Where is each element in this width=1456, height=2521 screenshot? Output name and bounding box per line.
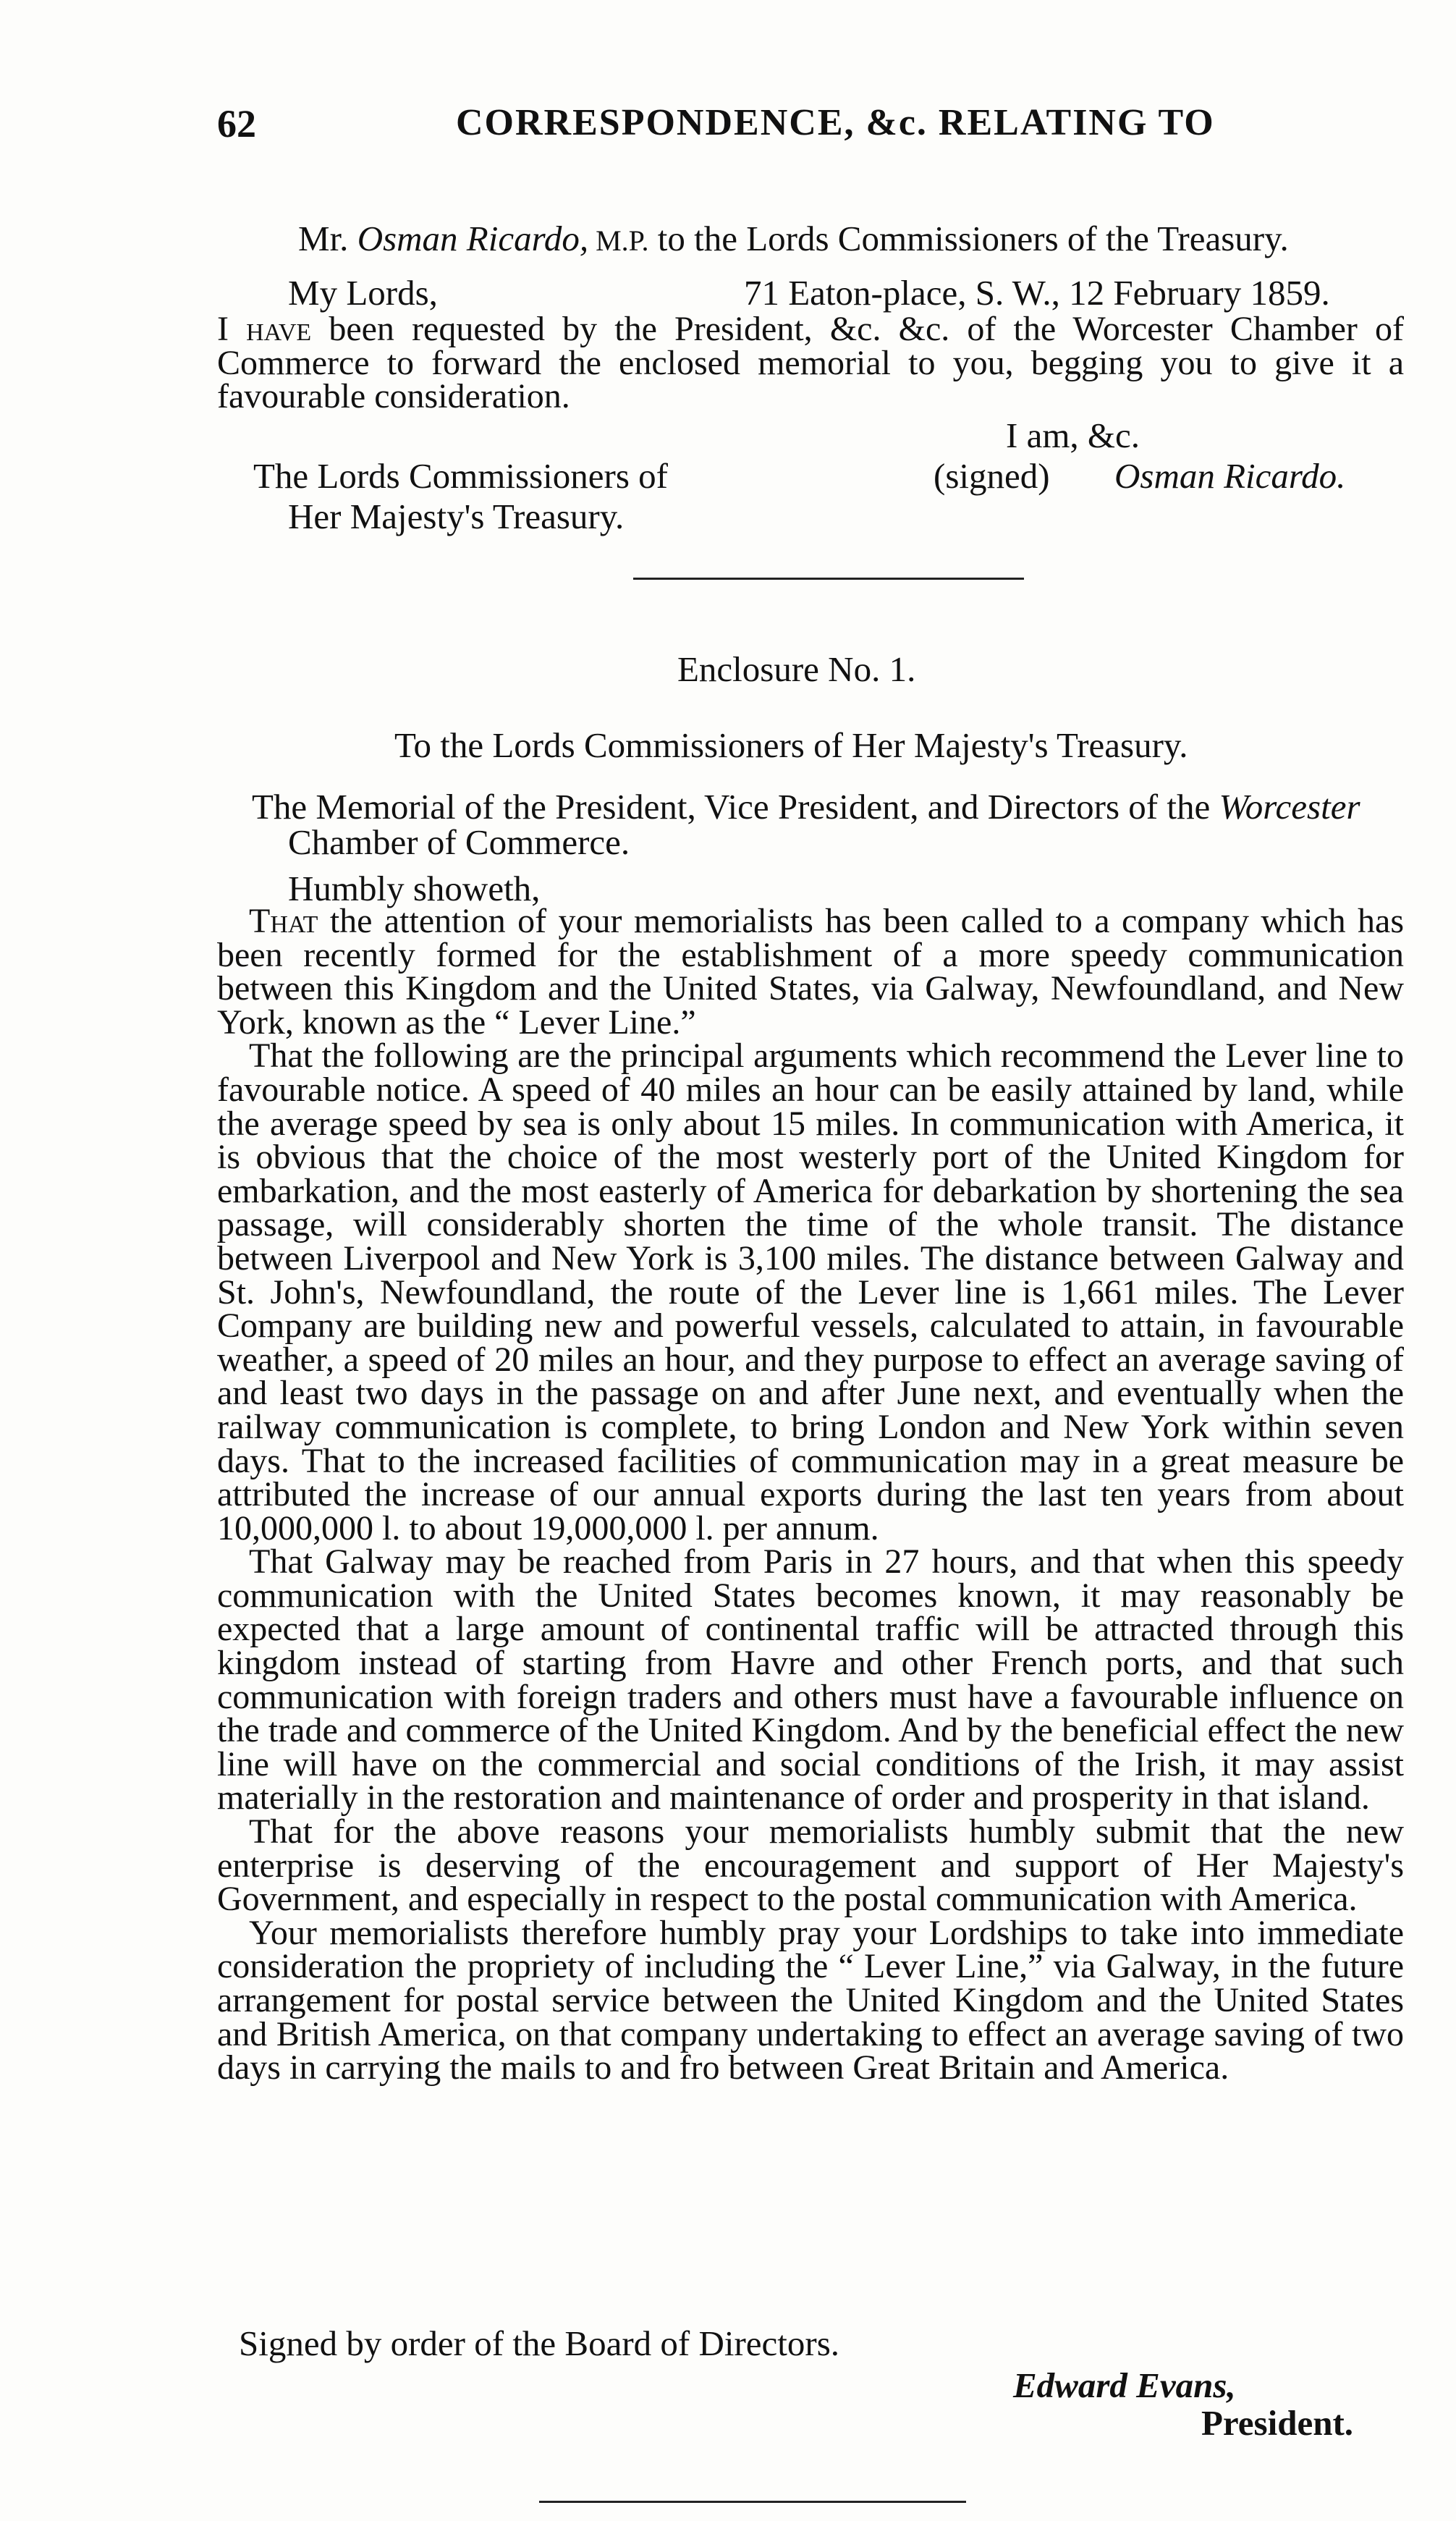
humbly-showeth: Humbly showeth, (288, 869, 541, 908)
letter-salutation: My Lords, (288, 273, 438, 313)
memorial-title-text: The Memorial of the President, Vice President, and Directors of the (252, 787, 1219, 827)
letter-body-lead: I have (217, 310, 312, 348)
memorial-paragraph-1 (217, 902, 1404, 1042)
letter-heading-name: Osman Ricardo, (357, 219, 589, 258)
letter-signed-label: (signed) (934, 456, 1050, 496)
memorial-paragraph-5: Your memorialists therefore humbly pray your Lordships to take into immediate consideration the propriety of including the “ Lever Line,” via Galway, in the future arrangement for postal service between the United Kingdom and the United States and British America, on that company undertaking to effect an average saving of two days in carrying the mails to and fro between Great Britain and America. (217, 1913, 1404, 2087)
memorial-title-line2: Chamber of Commerce. (288, 822, 630, 862)
letter-heading-prefix: Mr. (298, 219, 357, 258)
memorial-paragraph-1-text: the attention of your memorialists has been called to a company which has been recently formed for the establishment of a more speedy communication between this Kingdom and the United States, via Galway, Newfoundland, and New York, known as the “ Lever Line.” (217, 902, 1404, 1042)
enclosure-address: To the Lords Commissioners of Her Majesty's Treasury. (394, 725, 1188, 765)
section-divider (633, 578, 1024, 580)
letter-heading (298, 217, 1289, 263)
letter-address-date: 71 Eaton-place, S. W., 12 February 1859. (744, 273, 1330, 313)
signer-name: Edward Evans, (1013, 2365, 1236, 2405)
letter-heading-mp: M.P. (588, 224, 649, 257)
memorial-body (217, 902, 1404, 2087)
letter-signatory: Osman Ricardo. (1114, 456, 1346, 496)
page-number: 62 (217, 102, 256, 145)
letter-addressee-line1: The Lords Commissioners of (253, 456, 668, 496)
letter-heading-suffix: to the Lords Commissioners of the Treasury. (648, 219, 1289, 258)
enclosure-title: Enclosure No. 1. (677, 649, 916, 689)
running-title: CORRESPONDENCE, &c. RELATING TO (456, 102, 1215, 143)
page-header (217, 101, 1404, 159)
memorial-paragraph-2: That the following are the principal arguments which recommend the Lever line to favourable notice. A speed of 40 miles an hour can be easily attained by land, while the average speed by sea is only about 15 miles. In communication with America, it is obvious that the choice of the most westerly port of the United Kingdom for embarkation, and the most easterly of America for debarkation by shortening the sea passage, will considerably shorten the time of the whole transit. The distance between Liverpool and New York is 3,100 miles. The distance between Galway and St. John's, Newfoundland, the route of the Lever line is 1,661 miles. The Lever Company are building new and powerful vessels, calculated to attain, in favourable weather, a speed of 20 miles an hour, and they purpose to effect an average saving of and least two days in the passage on and after June next, and eventually when the railway communication is complete, to bring London and New York within seven days. That to the increased facilities of communication may in a great measure be attributed the increase of our annual exports during the last ten years from about 10,000,000 l. to about 19,000,000 l. per annum. (217, 1036, 1404, 1547)
memorial-paragraph-3: That Galway may be reached from Paris in 27 hours, and that when this speedy communication with the United States becomes known, it may reasonably be expected that a large amount of continental traffic will be attracted through this kingdom instead of starting from Havre and other French ports, and that such communication with foreign traders and others must have a favourable influence on the trade and commerce of the United Kingdom. And by the beneficial effect the new line will have on the commercial and social conditions of the Irish, it may assist materially in the restoration and maintenance of order and prosperity in that island. (217, 1542, 1404, 1817)
bottom-divider (539, 2501, 966, 2503)
memorial-paragraph-1-lead: That (249, 902, 318, 940)
letter-addressee-line2: Her Majesty's Treasury. (288, 497, 625, 536)
letter-body (217, 310, 1404, 416)
memorial-paragraph-4: That for the above reasons your memorialists humbly submit that the new enterprise is deserving of the encouragement and support of Her Majesty's Government, and especially in respect to the postal communication with America. (217, 1812, 1404, 1919)
signer-title: President. (1201, 2403, 1354, 2443)
memorial-place: Worcester (1219, 787, 1360, 827)
letter-closing: I am, &c. (1006, 415, 1140, 455)
signed-by-order: Signed by order of the Board of Directors. (239, 2323, 840, 2363)
letter-body-text: been requested by the President, &c. &c. of the Worcester Chamber of Commerce to forward the enclosed memorial to you, begging you to give it a favourable consideration. (217, 310, 1404, 416)
